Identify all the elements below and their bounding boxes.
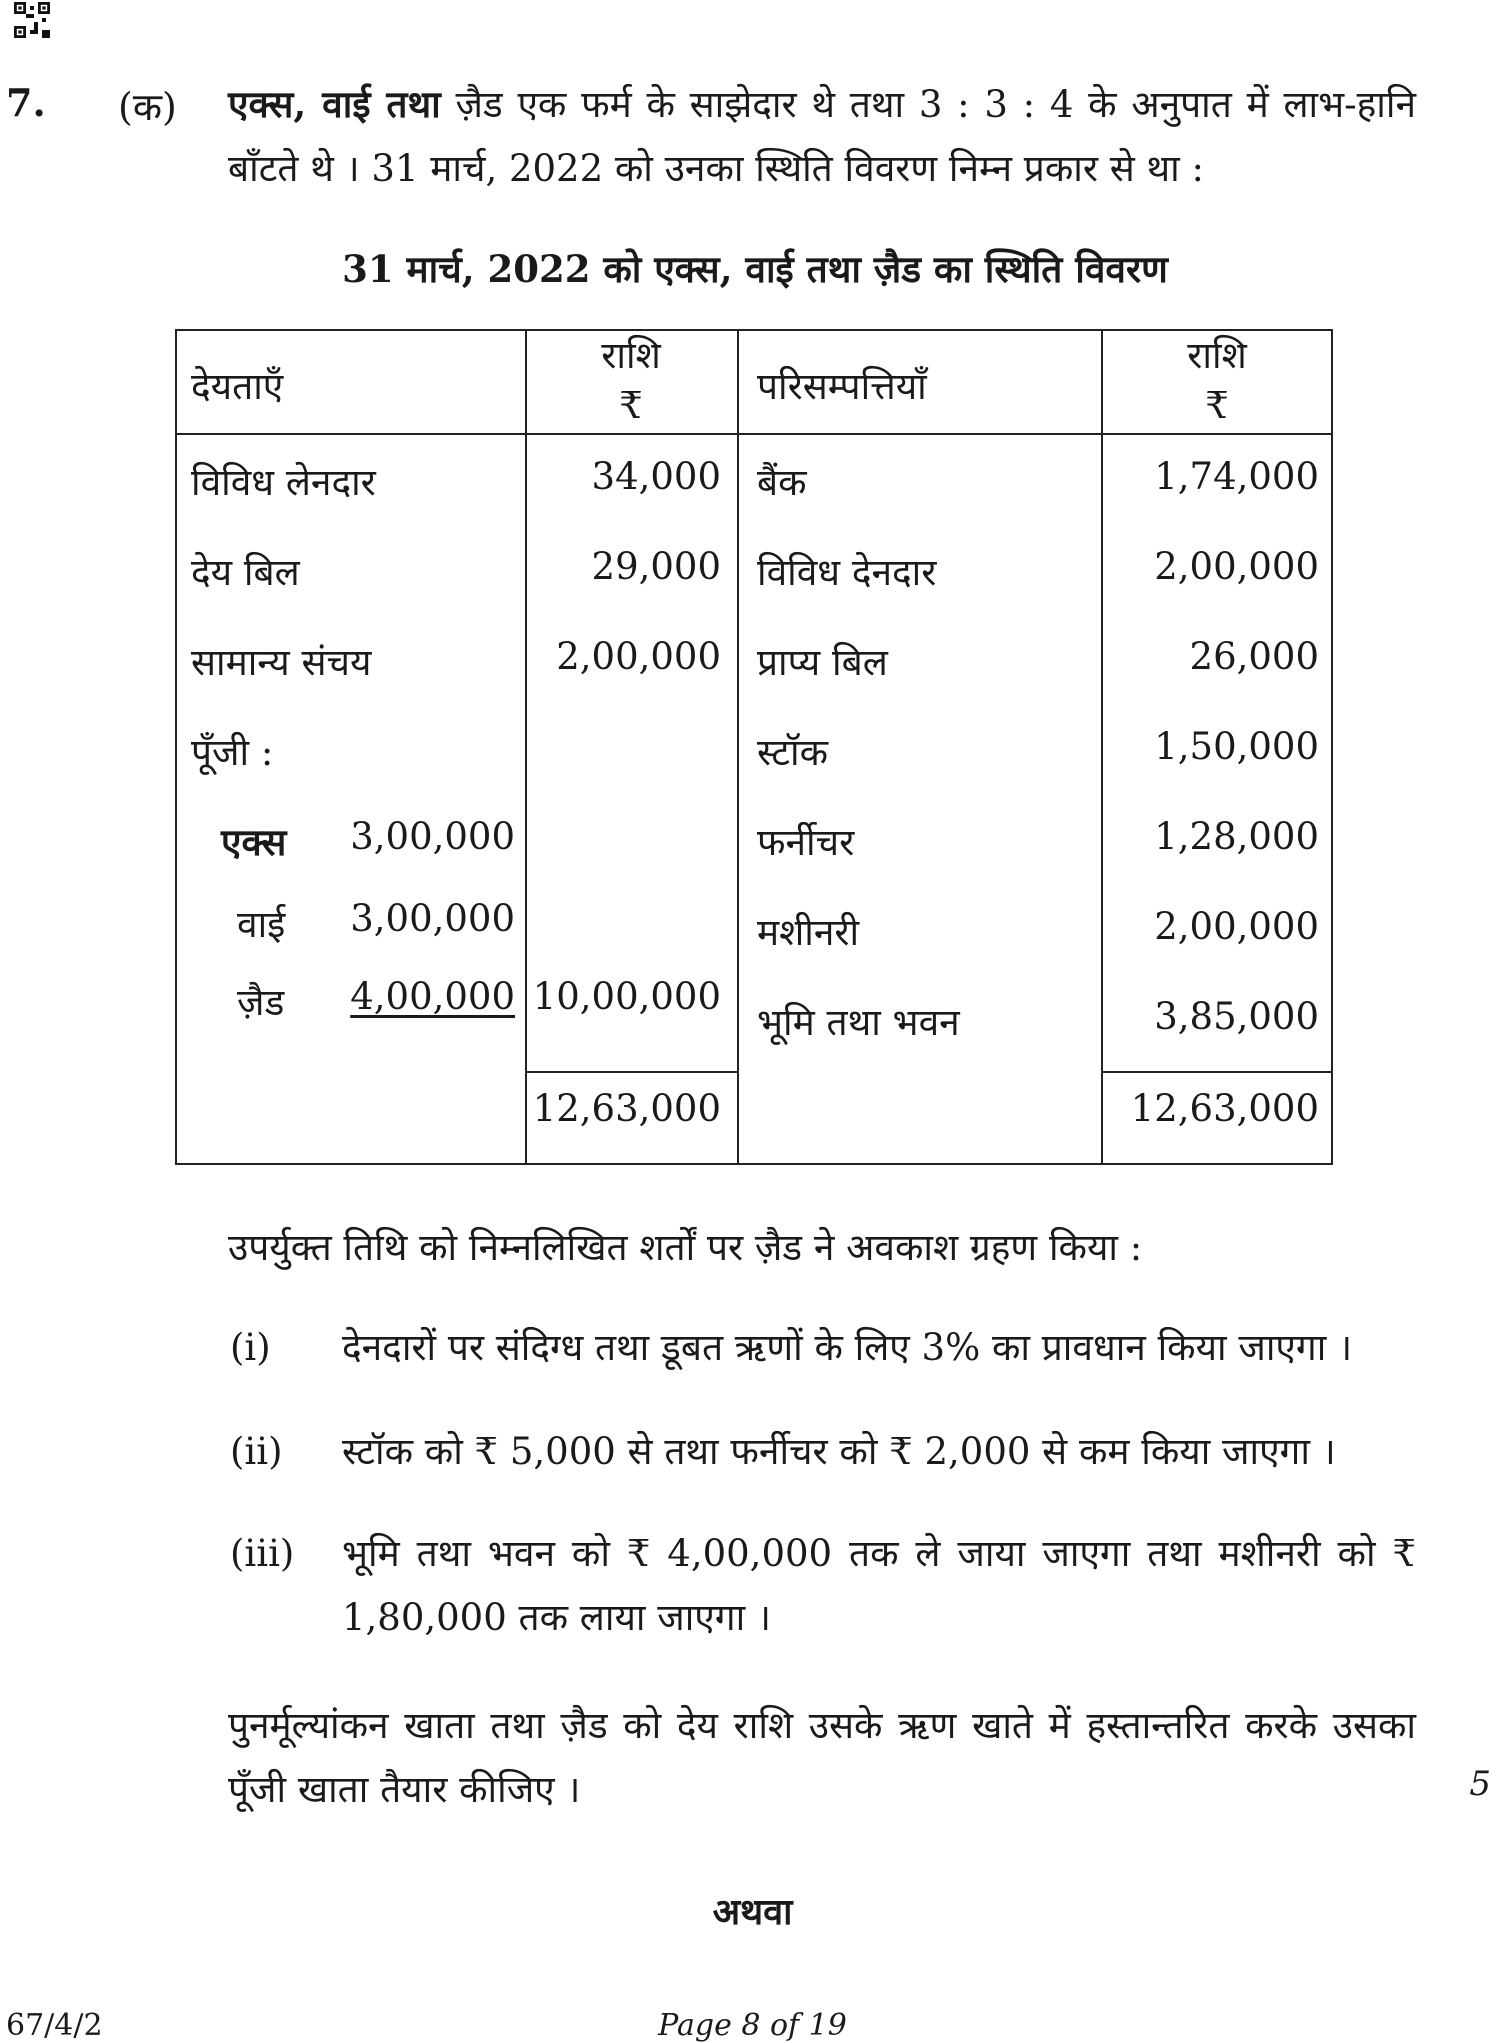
asset-label: मशीनरी [757,911,860,954]
term-text: स्टॉक को ₹ 5,000 से तथा फर्नीचर को ₹ 2,000 से कम किया जाएगा । [342,1430,1336,1473]
capital-label: पूँजी : [191,731,274,774]
balance-sheet-table [175,329,1333,1165]
partner-names: एक्स, वाई तथा [228,82,441,126]
partner-capital: 3,00,000 [350,897,515,940]
liabilities-total: 12,63,000 [532,1087,721,1130]
partner-name: एक्स [221,820,287,864]
partner-name: वाई [237,903,286,946]
partner-capital: 3,00,000 [350,815,515,858]
or-divider: अथवा [712,1891,793,1933]
amount-word: राशि [601,334,661,377]
asset-amount: 26,000 [1189,635,1319,678]
assets-amount-header [1101,331,1333,431]
liability-amount: 34,000 [591,455,721,498]
assets-total: 12,63,000 [1130,1087,1319,1130]
question-number: 7. [6,80,46,125]
paper-code: 67/4/2 [6,2008,103,2043]
liability-label: विविध लेनदार [191,461,376,504]
liability-amount: 29,000 [591,545,721,588]
asset-label: भूमि तथा भवन [757,1001,960,1044]
liability-label: देय बिल [191,551,300,594]
question-intro [228,72,1416,201]
term-text: देनदारों पर संदिग्ध तथा डूबत ऋणों के लिए 3% का प्रावधान किया जाएगा । [342,1326,1353,1369]
instruction: पुनर्मूल्यांकन खाता तथा ज़ैड को देय राशि उसके ऋण खाते में हस्तान्तरित करके उसका पूँजी खाता तैयार कीजिए । [228,1704,1416,1811]
liability-amount: 2,00,000 [556,635,721,678]
term-number: (iii) [230,1532,295,1575]
assets-header: परिसम्पत्तियाँ [757,365,927,408]
liabilities-amount-header [525,331,737,431]
partner-capital: 4,00,000 [350,975,515,1018]
question-part-label: (क) [118,85,177,129]
liability-label: सामान्य संचय [191,641,372,684]
liabilities-header: देयताएँ [191,365,284,408]
asset-label: बैंक [757,461,807,504]
asset-amount: 3,85,000 [1154,995,1319,1038]
retirement-intro: उपर्युक्त तिथि को निम्नलिखित शर्तों पर ज़ैड ने अवकाश ग्रहण किया : [228,1226,1143,1269]
page-number: Page 8 of 19 [658,2008,847,2043]
asset-label: प्राप्य बिल [757,641,888,684]
marks: 5 [1469,1764,1491,1804]
amount-word: राशि [1187,334,1247,377]
asset-label: स्टॉक [757,731,829,774]
asset-amount: 1,50,000 [1154,725,1319,768]
partner-name: ज़ैड [237,981,285,1024]
asset-amount: 1,28,000 [1154,815,1319,858]
term-number: (ii) [230,1430,283,1473]
capital-total: 10,00,000 [532,975,721,1018]
term-number: (i) [230,1326,271,1369]
currency-symbol: ₹ [1205,384,1229,427]
currency-symbol: ₹ [619,384,643,427]
qr-code-icon [14,2,50,38]
balance-sheet-title: 31 मार्च, 2022 को एक्स, वाई तथा ज़ैड का स्थिति विवरण [342,247,1168,291]
asset-amount: 1,74,000 [1154,455,1319,498]
asset-label: फर्नीचर [757,821,855,864]
question-intro-text: ज़ैड एक फर्म के साझेदार थे तथा 3 : 3 : 4 के अनुपात में लाभ-हानि बाँटते थे । 31 मार्च, 2022 को उनका स्थिति विवरण निम्न प्रकार से था : [228,83,1416,190]
asset-amount: 2,00,000 [1154,905,1319,948]
asset-amount: 2,00,000 [1154,545,1319,588]
asset-label: विविध देनदार [757,551,937,594]
term-text: भूमि तथा भवन को ₹ 4,00,000 तक ले जाया जाएगा तथा मशीनरी को ₹ 1,80,000 तक लाया जाएगा । [342,1532,1416,1639]
